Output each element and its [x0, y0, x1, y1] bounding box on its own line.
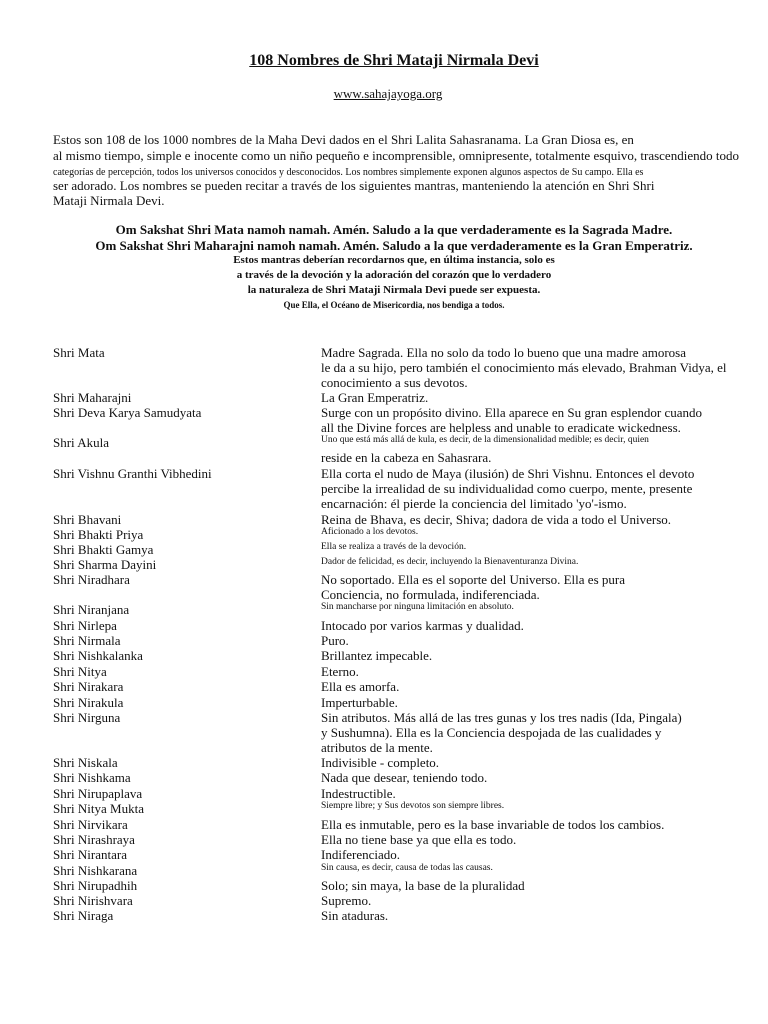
name-description: Indiferenciado.: [321, 847, 401, 862]
name-description: Surge con un propósito divino. Ella aparece en Su gran esplendor cuando: [321, 405, 702, 420]
name-item: Shri Nitya: [53, 664, 107, 679]
name-description: Intocado por varios karmas y dualidad.: [321, 618, 524, 633]
name-item: Shri Maharajni: [53, 390, 132, 405]
name-item: Shri Nirantara: [53, 847, 128, 862]
name-description: Eterno.: [321, 664, 359, 679]
intro-line: categorías de percepción, todos los universos conocidos y desconocidos. Los nombres simplemente exponen algunos aspectos de Su campo. Ella es: [53, 167, 644, 178]
name-item: Shri Bhavani: [53, 512, 122, 527]
mantra-line: Estos mantras deberían recordarnos que, en última instancia, solo es: [233, 254, 555, 266]
name-description: La Gran Emperatriz.: [321, 390, 429, 405]
name-description: Solo; sin maya, la base de la pluralidad: [321, 878, 525, 893]
name-description: Madre Sagrada. Ella no solo da todo lo bueno que una madre amorosa: [321, 345, 686, 360]
intro-line: Estos son 108 de los 1000 nombres de la Maha Devi dados en el Shri Lalita Sahasranama. La Gran Diosa es, en: [53, 132, 634, 147]
name-description: Indivisible - completo.: [321, 755, 440, 770]
name-item: Shri Nirashraya: [53, 832, 135, 847]
name-description: Supremo.: [321, 893, 372, 908]
name-item: Shri Nishkarana: [53, 863, 138, 878]
name-item: Shri Deva Karya Samudyata: [53, 405, 202, 420]
name-description: reside en la cabeza en Sahasrara.: [321, 450, 492, 465]
name-description: Siempre libre; y Sus devotos son siempre libres.: [321, 801, 505, 811]
name-description: Brillantez impecable.: [321, 648, 433, 663]
website-link[interactable]: www.sahajayoga.org: [333, 86, 443, 101]
name-item: Shri Bhakti Priya: [53, 527, 144, 542]
name-description: conocimiento a sus devotos.: [321, 375, 468, 390]
intro-line: Mataji Nirmala Devi.: [53, 193, 165, 208]
mantra-line: a través de la devoción y la adoración del corazón que lo verdadero: [236, 269, 552, 281]
name-description: Ella no tiene base ya que ella es todo.: [321, 832, 517, 847]
name-item: Shri Nishkalanka: [53, 648, 143, 663]
name-description: Indestructible.: [321, 786, 396, 801]
name-item: Shri Bhakti Gamya: [53, 542, 154, 557]
name-description: le da a su hijo, pero también el conocimiento más elevado, Brahman Vidya, el: [321, 360, 727, 375]
name-description: percibe la irrealidad de su individualidad como cuerpo, mente, presente: [321, 481, 693, 496]
mantra-line: Om Sakshat Shri Maharajni namoh namah. Amén. Saludo a la que verdaderamente es la Gran Emperatriz.: [95, 238, 693, 253]
name-item: Shri Nishkama: [53, 770, 131, 785]
name-description: Ella es inmutable, pero es la base invariable de todos los cambios.: [321, 817, 665, 832]
name-item: Shri Sharma Dayini: [53, 557, 157, 572]
name-description: all the Divine forces are helpless and unable to eradicate wickedness.: [321, 420, 681, 435]
name-item: Shri Nirishvara: [53, 893, 133, 908]
name-item: Shri Nirvikara: [53, 817, 128, 832]
name-item: Shri Vishnu Granthi Vibhedini: [53, 466, 212, 481]
name-item: Shri Nirlepa: [53, 618, 117, 633]
name-description: Sin causa, es decir, causa de todas las causas.: [321, 863, 493, 873]
name-item: Shri Niradhara: [53, 572, 130, 587]
name-description: Sin atributos. Más allá de las tres gunas y los tres nadis (Ida, Pingala): [321, 710, 682, 725]
name-description: encarnación: él pierde la conciencia del limitado 'yo'-ismo.: [321, 496, 627, 511]
name-description: Reina de Bhava, es decir, Shiva; dadora de vida a todo el Universo.: [321, 512, 672, 527]
name-description: atributos de la mente.: [321, 740, 433, 755]
name-item: Shri Niraga: [53, 908, 114, 923]
name-item: Shri Mata: [53, 345, 105, 360]
name-description: y Sushumna). Ella es la Conciencia despojada de las cualidades y: [321, 725, 662, 740]
name-description: Aficionado a los devotos.: [321, 527, 419, 537]
name-description: Ella corta el nudo de Maya (ilusión) de Shri Vishnu. Entonces el devoto: [321, 466, 695, 481]
mantra-line: la naturaleza de Shri Mataji Nirmala Devi puede ser expuesta.: [247, 284, 541, 296]
name-description: Uno que está más allá de kula, es decir, de la dimensionalidad medible; es decir, quien: [321, 435, 649, 445]
name-description: Imperturbable.: [321, 695, 398, 710]
name-item: Shri Nirakula: [53, 695, 124, 710]
name-item: Shri Nirupadhih: [53, 878, 138, 893]
mantra-line: Om Sakshat Shri Mata namoh namah. Amén. Saludo a la que verdaderamente es la Sagrada Madre.: [115, 222, 673, 237]
name-item: Shri Nirmala: [53, 633, 121, 648]
name-description: Nada que desear, teniendo todo.: [321, 770, 488, 785]
name-description: Sin mancharse por ninguna limitación en absoluto.: [321, 602, 514, 612]
name-description: Ella es amorfa.: [321, 679, 400, 694]
name-item: Shri Nirguna: [53, 710, 121, 725]
name-item: Shri Akula: [53, 435, 109, 450]
name-description: Puro.: [321, 633, 349, 648]
page-title: 108 Nombres de Shri Mataji Nirmala Devi: [249, 52, 539, 69]
name-description: Conciencia, no formulada, indiferenciada.: [321, 587, 540, 602]
name-item: Shri Niskala: [53, 755, 118, 770]
name-description: No soportado. Ella es el soporte del Universo. Ella es pura: [321, 572, 625, 587]
name-item: Shri Nirakara: [53, 679, 124, 694]
name-item: Shri Nirupaplava: [53, 786, 143, 801]
name-item: Shri Nitya Mukta: [53, 801, 144, 816]
name-description: Sin ataduras.: [321, 908, 389, 923]
intro-line: al mismo tiempo, simple e inocente como un niño pequeño e incomprensible, omnipresente, totalmente esquivo, trascendiendo todo: [53, 148, 739, 163]
name-item: Shri Niranjana: [53, 602, 130, 617]
intro-line: ser adorado. Los nombres se pueden recitar a través de los siguientes mantras, manteniendo la atención en Shri Shri: [53, 178, 655, 193]
mantra-line: Que Ella, el Océano de Misericordia, nos bendiga a todos.: [283, 300, 505, 310]
name-description: Ella se realiza a través de la devoción.: [321, 542, 467, 552]
name-description: Dador de felicidad, es decir, incluyendo la Bienaventuranza Divina.: [321, 557, 579, 567]
